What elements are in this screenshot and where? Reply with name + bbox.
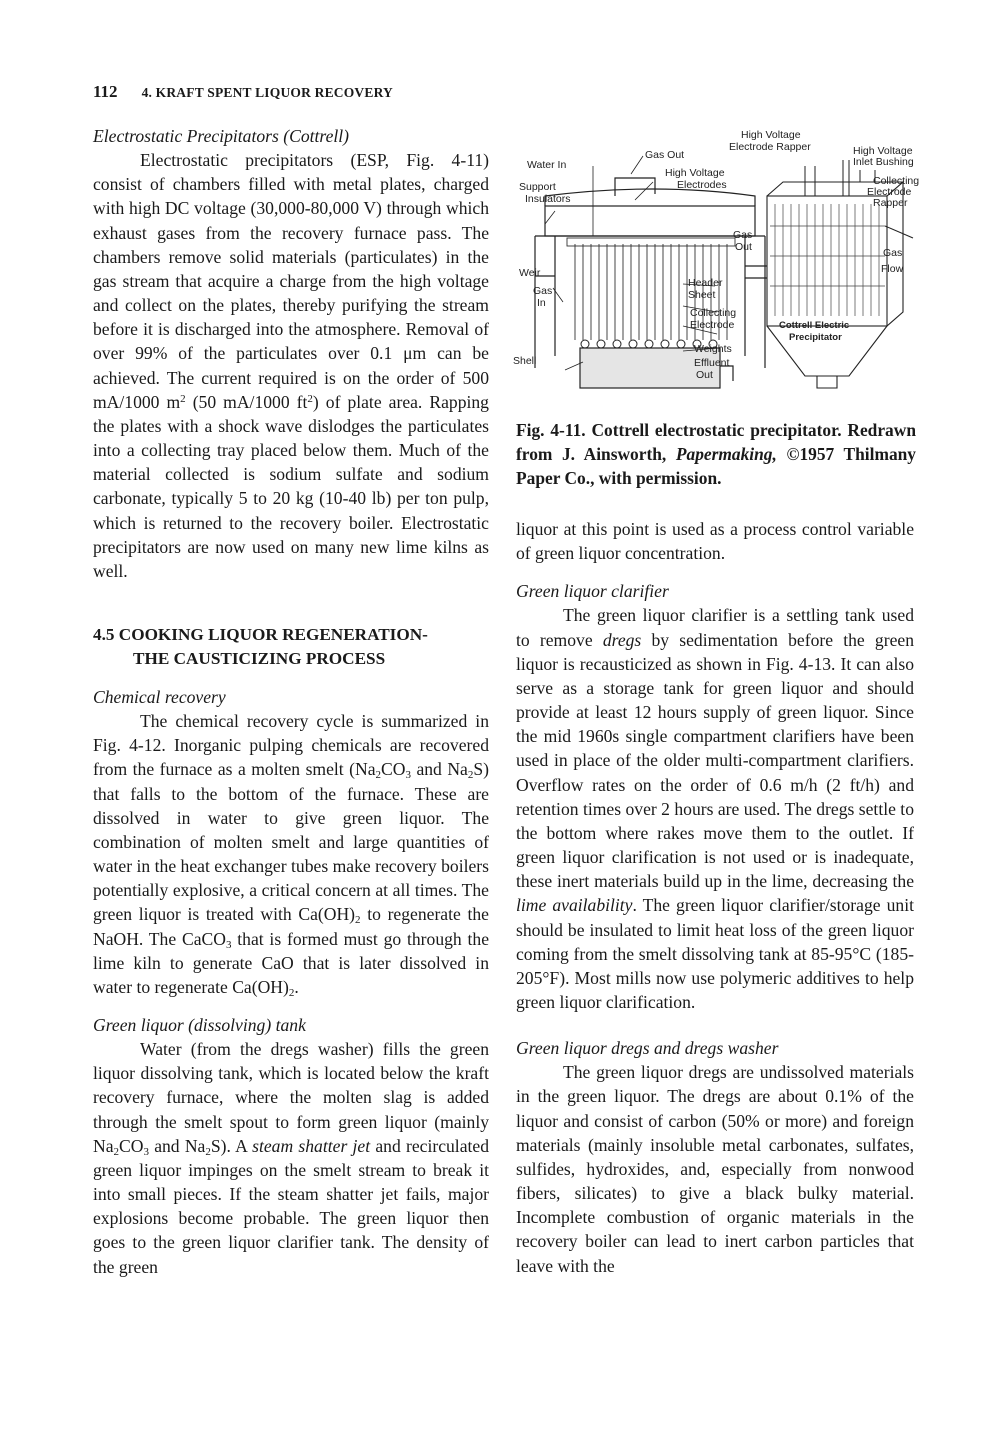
cottrell-unit bbox=[767, 182, 903, 388]
svg-text:Electrode Rapper: Electrode Rapper bbox=[729, 141, 811, 153]
svg-text:Sheet: Sheet bbox=[688, 289, 716, 301]
dissolving-tank-heading: Green liquor (dissolving) tank bbox=[93, 1015, 306, 1035]
svg-text:Flow: Flow bbox=[881, 263, 904, 275]
fig-label-weights: Weights bbox=[694, 343, 732, 355]
svg-text:Electrode: Electrode bbox=[690, 319, 735, 331]
fig-label-collecting-electrode-rapper: Collecting bbox=[873, 175, 920, 187]
fig-label-shell: Shell bbox=[513, 355, 537, 367]
svg-text:Precipitator: Precipitator bbox=[789, 332, 842, 343]
left-column bbox=[93, 124, 489, 1279]
clarifier-heading: Green liquor clarifier bbox=[516, 581, 669, 602]
svg-text:Electrode: Electrode bbox=[867, 186, 912, 198]
chemical-recovery-heading: Chemical recovery bbox=[93, 686, 226, 707]
fig-label-gas-in: Gas bbox=[533, 285, 553, 297]
dregs-paragraph: The green liquor dregs are undissolved materials in the green liquor. The dregs are about 0.1% of the liquor and consist of carbon (50% or more) and foreign materials (mainly insoluble metal carbonates, sulfates, sulfides, hydroxides, and, especially from nonwood fibers, silicates) to give a black bulky material. Incomplete combustion of organic materials in the recovery boiler can lead to inert carbon particles that leave with the bbox=[516, 1062, 914, 1276]
running-header bbox=[93, 82, 393, 102]
svg-text:Inlet Bushing: Inlet Bushing bbox=[853, 156, 914, 168]
running-title: 4. KRAFT SPENT LIQUOR RECOVERY bbox=[141, 85, 394, 100]
dissolving-tank-paragraph: Water (from the dregs washer) fills the green liquor dissolving tank, which is located below the kraft recovery furnace, where the molten slag is added through the smelt spout to form green liquor (mainly $Na_2CO_3$ and $Na_2S$). A steam shatter jet and recirculated green liquor impinges on the smelt stream to break it into small pieces. If the steam shatter jet fails, major explosions become probable. The green liquor then goes to the green liquor clarifier tank. The density of the green bbox=[93, 1039, 489, 1277]
svg-text:Insulators: Insulators bbox=[525, 193, 571, 205]
fig-label-gas-out-top: Gas Out bbox=[645, 149, 685, 161]
esp-paragraph: Electrostatic precipitators (ESP, Fig. 4-11) consist of chambers filled with metal plates, charged with high DC voltage (30,000-80,000 V) through which exhaust gases from the recovery furnace pass. The chambers remove solid materials (particulates) in the gas stream that acquire a charge from the high voltage and collect on the plates, thereby purifying the stream before it is discharged into the atmosphere. Removal of over 99% of the particulates over 0.1 μm can be achieved. The current required is on the order of 500 mA/1000 $m^2$ (50 mA/1000 $ft^2$) of plate area. Rapping the plates with a shock wave dislodges the particulates into a collecting tray placed below them. Much of the material collected is sodium sulfate and sodium carbonate, typically 5 to 20 kg (10-40 lb) per ton pulp, which is returned to the recovery boiler. Electrostatic precipitators are now used on many new lime kilns as well. bbox=[93, 150, 489, 581]
right-column bbox=[516, 517, 914, 1278]
fig-label-hv-electrodes: High Voltage bbox=[665, 167, 725, 179]
fig-label-support-insulators: Support bbox=[519, 181, 556, 193]
precipitator-drawing bbox=[505, 126, 925, 412]
fig-label-hv-electrode-rapper: High Voltage bbox=[741, 129, 801, 141]
figure-precipitator-diagram bbox=[505, 126, 925, 412]
fig-label-weir: Weir bbox=[519, 267, 541, 279]
esp-heading: Electrostatic Precipitators (Cottrell) bbox=[93, 126, 350, 146]
fig-label-collecting-electrode: Collecting bbox=[690, 307, 737, 319]
fig-label-effluent-out: Effluent bbox=[694, 357, 730, 369]
svg-text:Out: Out bbox=[735, 241, 752, 253]
fig-label-water-in: Water In bbox=[527, 159, 567, 171]
svg-text:Electrodes: Electrodes bbox=[677, 179, 727, 191]
fig-label-gas-out-side: Gas bbox=[733, 229, 753, 241]
fig-label-gas-flow: Gas bbox=[883, 247, 903, 259]
dregs-heading: Green liquor dregs and dregs washer bbox=[516, 1038, 779, 1059]
section-title: 4.5 COOKING LIQUOR REGENERATION- THE CAUSTICIZING PROCESS bbox=[93, 624, 428, 668]
fig-label-header-sheet: Header bbox=[688, 277, 723, 289]
svg-text:In: In bbox=[537, 297, 546, 309]
svg-text:Out: Out bbox=[696, 369, 713, 381]
figure-caption: Fig. 4-11. Cottrell electrostatic precipitator. Redrawn from J. Ainsworth, Papermaking, ©1957 Thilmany Paper Co., with permission. bbox=[516, 420, 917, 489]
svg-text:Rapper: Rapper bbox=[873, 197, 908, 209]
page-number: 112 bbox=[93, 82, 118, 101]
fig-label-cottrell: Cottrell Electric bbox=[779, 320, 850, 331]
chemical-recovery-paragraph: The chemical recovery cycle is summarized in Fig. 4-12. Inorganic pulping chemicals are recovered from the furnace as a molten smelt ($Na_2CO_3$ and $Na_2S$) that falls to the bottom of the furnace. These are dissolved in water to give green liquor. The combination of molten smelt and large quantities of water in the heat exchanger tubes make recovery boilers potentially explosive, a critical concern at all times. The green liquor is treated with $Ca(OH)_2$ to regenerate the NaOH. The CaCO$_3$ that is formed must go through the lime kiln to generate CaO that is later dissolved in water to regenerate $Ca(OH)_2$. bbox=[93, 711, 490, 999]
continued-paragraph: liquor at this point is used as a process control variable of green liquor concentration. bbox=[516, 519, 914, 564]
clarifier-paragraph: The green liquor clarifier is a settling tank used to remove dregs by sedimentation before the green liquor is recausticized as shown in Fig. 4-13. It can also serve as a storage tank for green liquor and should provide at least 12 hours supply of green liquor. Since the mid 1960s single compartment clarifiers have been used in place of the older multi-compartment clarifiers. Overflow rates on the order of 0.6 m/h (2 ft/h) and retention times over 2 hours are used. The dregs settle to the bottom where rakes move them to the outlet. If green liquor clarification is not used or is inadequate, these inert materials build up in the lime, decreasing the lime availability. The green liquor clarifier/storage unit should be insulated to limit heat loss of the green liquor coming from the smelt dissolving tank at 85-95°C (185-205°F). Most mills now use polymeric additives to help green liquor clarification. bbox=[516, 605, 914, 1012]
fig-label-hv-inlet-bushing: High Voltage bbox=[853, 145, 913, 157]
